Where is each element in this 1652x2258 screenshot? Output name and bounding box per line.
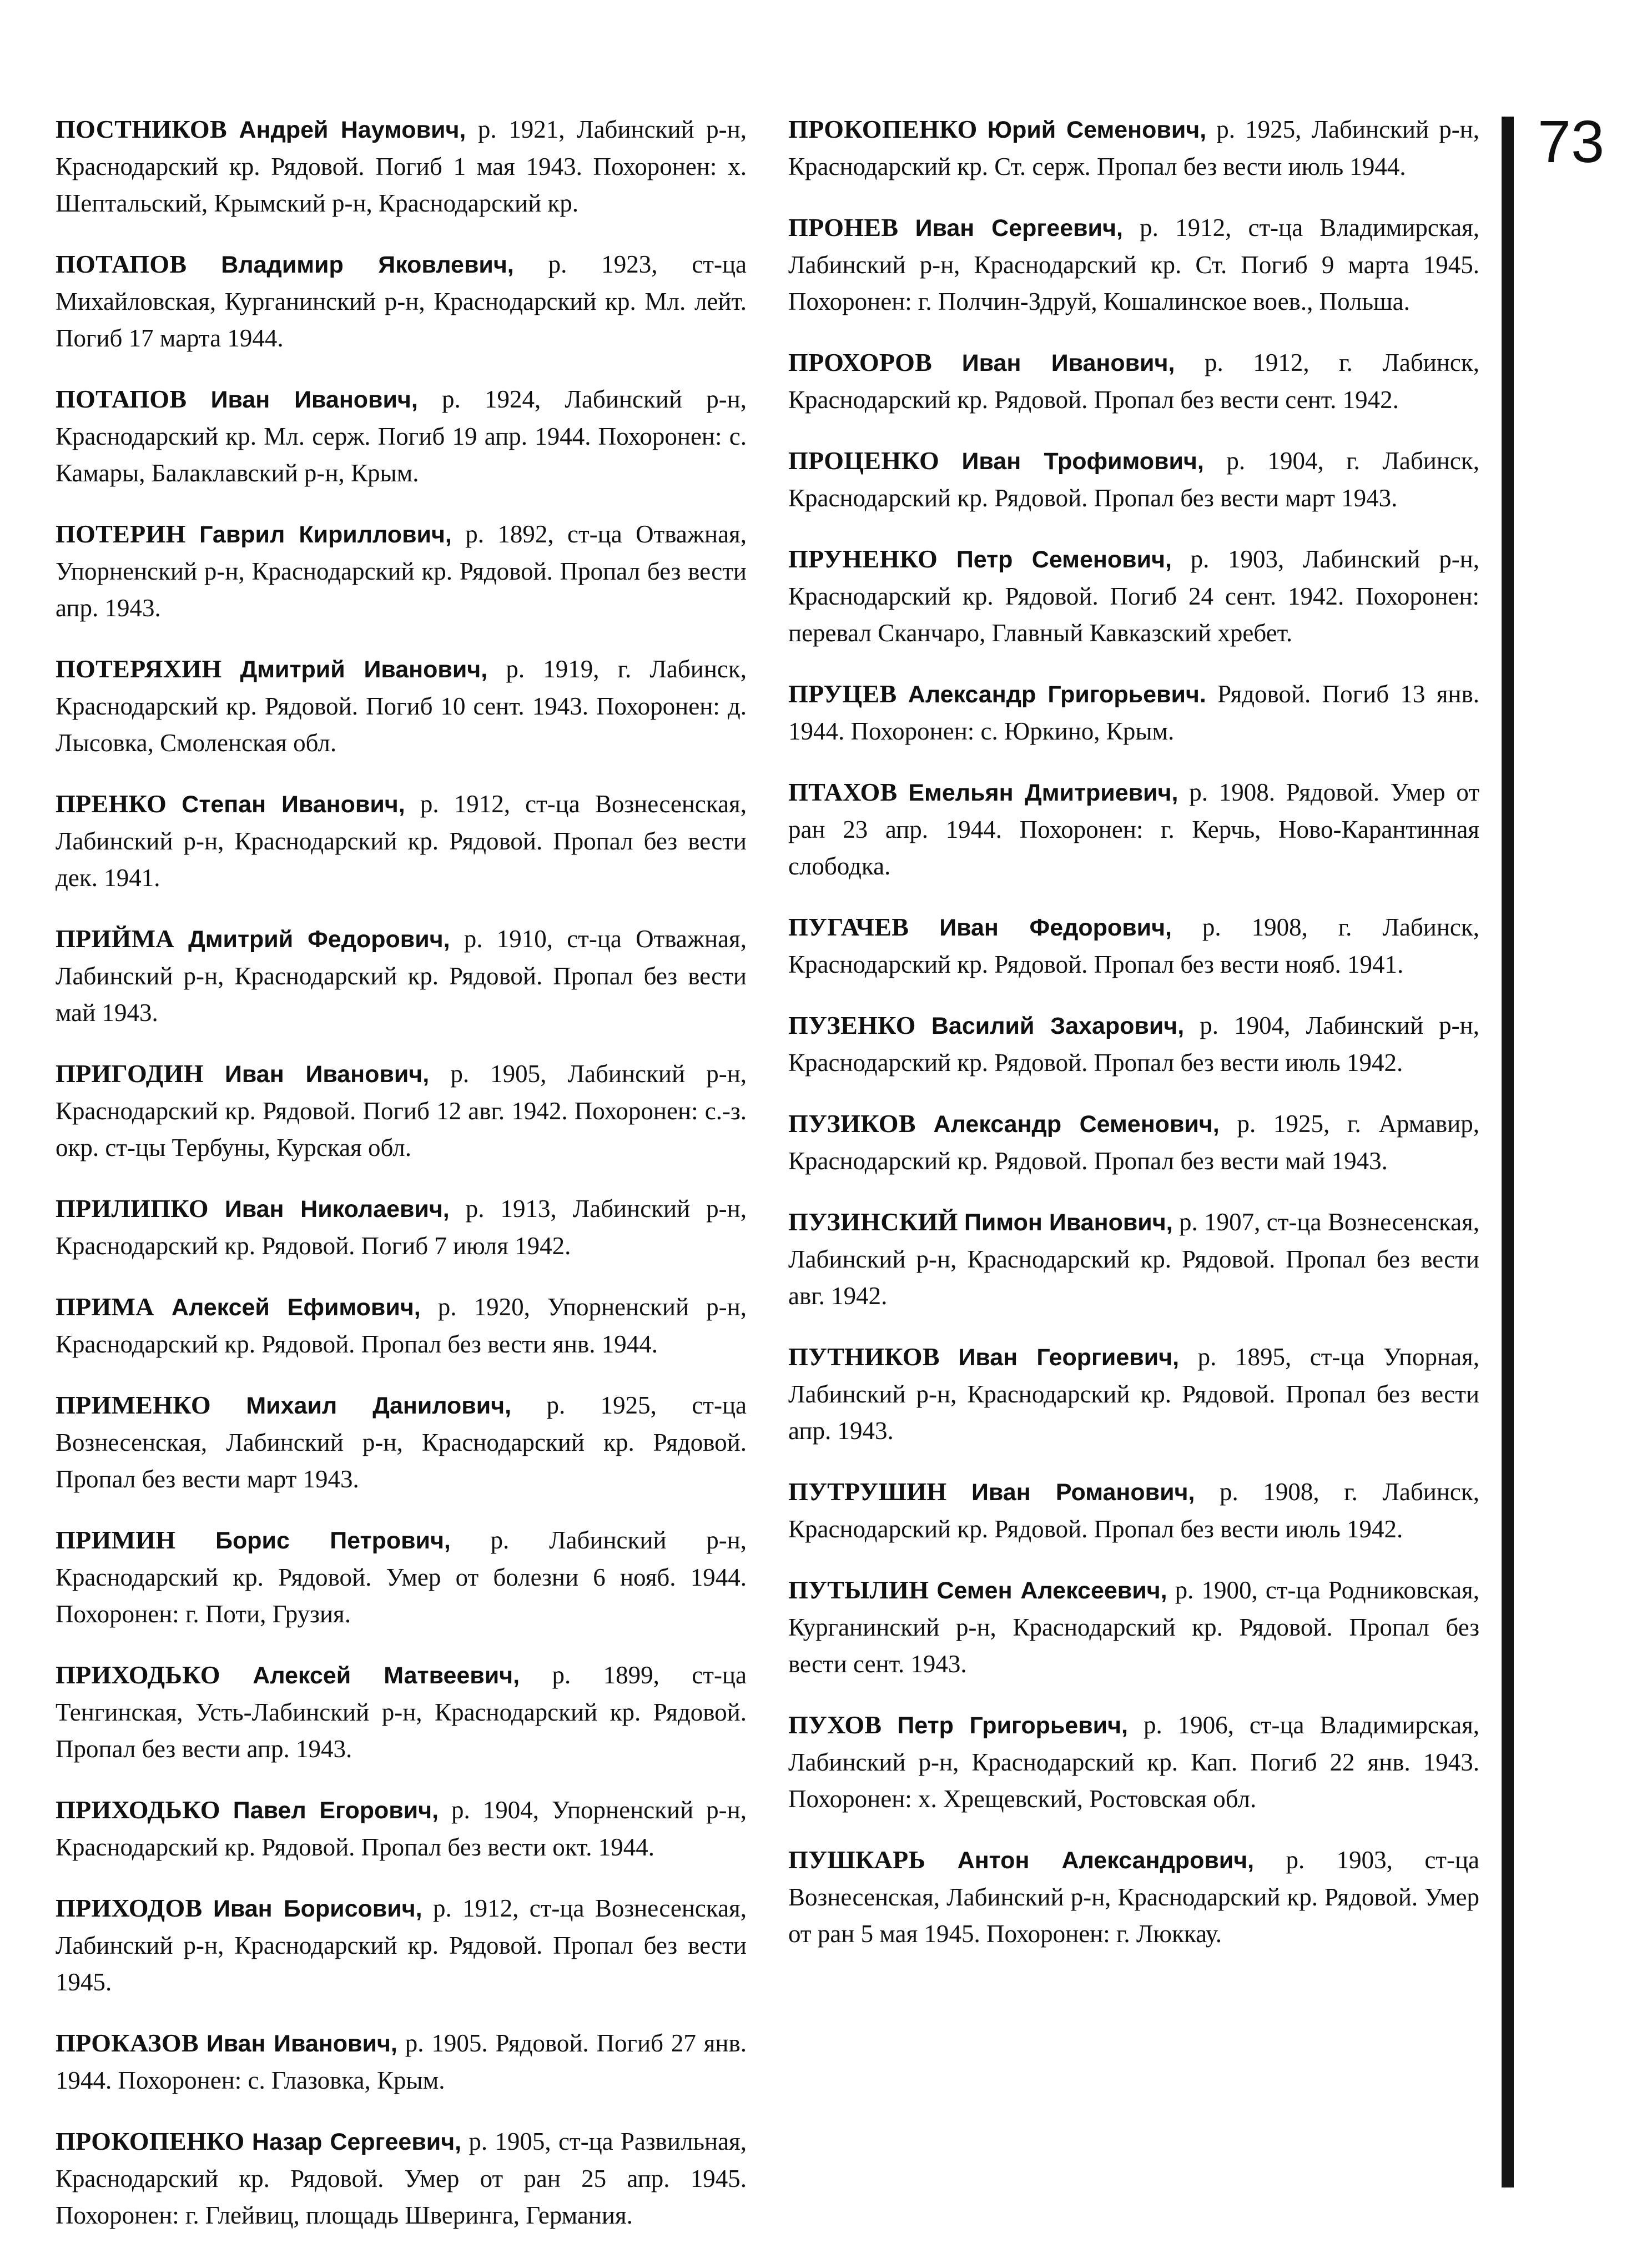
entry-given-name: Иван Николаевич, xyxy=(224,1196,450,1223)
entry xyxy=(788,541,1479,651)
entry xyxy=(788,1707,1479,1817)
entry-surname: ПРИЛИПКО xyxy=(56,1194,209,1223)
entry xyxy=(56,2025,747,2099)
entry xyxy=(56,1657,747,1767)
entry-surname: ПОТЕРЯХИН xyxy=(56,655,222,683)
entry-given-name: Иван Иванович, xyxy=(206,2030,397,2057)
entry-surname: ПРОХОРОВ xyxy=(788,348,933,376)
right-column xyxy=(788,111,1479,1977)
entry-details: р. 1905, ст-ца Развильная, Краснодарский кр. Рядовой. Умер от ран 25 апр. 1945. Похоронен: г. Глейвиц, площадь Шверинга, Германия. xyxy=(56,2128,747,2229)
entry-given-name: Александр Семенович, xyxy=(933,1111,1220,1138)
left-column xyxy=(56,111,747,2258)
entry-surname: ПРЕНКО xyxy=(56,789,167,818)
entry-surname: ПРУНЕНКО xyxy=(788,545,938,573)
entry-given-name: Семен Алексеевич, xyxy=(936,1577,1167,1604)
entry xyxy=(56,1890,747,2000)
entry-details: р. 1904, Лабинский р-н, Краснодарский кр. Рядовой. Пропал без вести июль 1942. xyxy=(788,1012,1479,1077)
entry-surname: ПОСТНИКОВ xyxy=(56,115,227,143)
entry-details: р. 1905. Рядовой. Погиб 27 янв. 1944. Похоронен: с. Глазовка, Крым. xyxy=(56,2029,747,2094)
entry-surname: ПУГАЧЕВ xyxy=(788,913,909,941)
entry xyxy=(56,1055,747,1166)
entry-surname: ПУШКАРЬ xyxy=(788,1845,926,1874)
entry xyxy=(788,1007,1479,1081)
entry-surname: ПУХОВ xyxy=(788,1711,882,1739)
entry xyxy=(788,1842,1479,1952)
entry-given-name: Алексей Ефимович, xyxy=(171,1294,421,1321)
entry-surname: ПРИХОДОВ xyxy=(56,1894,203,1922)
entry-surname: ПРОКОПЕНКО xyxy=(56,2127,245,2155)
entry-details: р. 1925, Лабинский р-н, Краснодарский кр. Ст. серж. Пропал без вести июль 1944. xyxy=(788,115,1480,180)
entry-details: р. 1904, Упорненский р-н, Краснодарский кр. Рядовой. Пропал без вести окт. 1944. xyxy=(56,1796,747,1861)
entry-details: р. 1912, ст-ца Владимирская, Лабинский р-н, Краснодарский кр. Ст. Погиб 9 марта 1945. Похоронен: г. Полчин-Здруй, Кошалинское воев., Польша. xyxy=(788,214,1479,315)
entry-details: Рядовой. Погиб 13 янв. 1944. Похоронен: с. Юркино, Крым. xyxy=(788,680,1479,745)
entry-given-name: Иван Сергеевич, xyxy=(915,215,1123,242)
entry xyxy=(788,1105,1479,1179)
entry-given-name: Иван Иванович, xyxy=(225,1061,430,1088)
entry xyxy=(56,111,747,222)
entry-details: р. 1908, г. Лабинск, Краснодарский кр. Рядовой. Пропал без вести нояб. 1941. xyxy=(788,913,1479,978)
entry-surname: ПРОКАЗОВ xyxy=(56,2029,199,2057)
entry-given-name: Павел Егорович, xyxy=(233,1797,439,1824)
entry xyxy=(788,344,1479,418)
entry-given-name: Алексей Матвеевич, xyxy=(253,1662,520,1689)
entry-surname: ПРИМИН xyxy=(56,1526,176,1554)
entry-details: р. 1910, ст-ца Отважная, Лабинский р-н, Краснодарский кр. Рядовой. Пропал без вести май 1943. xyxy=(56,925,747,1027)
entry xyxy=(56,1190,747,1264)
entry-details: р. 1921, Лабинский р-н, Краснодарский кр. Рядовой. Погиб 1 мая 1943. Похоронен: х. Шептальский, Крымский р-н, Краснодарский кр. xyxy=(56,115,747,217)
entry-given-name: Петр Семенович, xyxy=(956,546,1172,573)
entry-surname: ПУТРУШИН xyxy=(788,1477,947,1506)
entry-given-name: Иван Трофимович, xyxy=(961,448,1204,475)
entry-surname: ПУЗИКОВ xyxy=(788,1109,916,1138)
entry-surname: ПРИХОДЬКО xyxy=(56,1796,220,1824)
entry-surname: ПРИХОДЬКО xyxy=(56,1661,220,1689)
entry-details: р. 1920, Упорненский р-н, Краснодарский кр. Рядовой. Пропал без вести янв. 1944. xyxy=(56,1293,747,1358)
entry-given-name: Степан Иванович, xyxy=(182,791,405,818)
entry xyxy=(56,1522,747,1632)
entry-given-name: Иван Федорович, xyxy=(939,914,1172,941)
entry xyxy=(56,2123,747,2234)
entry-given-name: Дмитрий Федорович, xyxy=(188,926,450,953)
entry xyxy=(56,381,747,491)
entry xyxy=(788,909,1479,983)
entry xyxy=(56,786,747,896)
entry xyxy=(788,1572,1479,1682)
entry-details: р. 1912, г. Лабинск, Краснодарский кр. Рядовой. Пропал без вести сент. 1942. xyxy=(788,349,1480,414)
entry-given-name: Дмитрий Иванович, xyxy=(240,656,488,683)
entry-details: р. 1908. Рядовой. Умер от ран 23 апр. 1944. Похоронен: г. Керчь, Ново-Карантинная слободка. xyxy=(788,778,1480,880)
entry-details: р. 1925, г. Армавир, Краснодарский кр. Рядовой. Пропал без вести май 1943. xyxy=(788,1110,1480,1175)
entry xyxy=(56,1289,747,1362)
entry-surname: ПРИМА xyxy=(56,1293,154,1321)
entry-given-name: Назар Сергеевич, xyxy=(251,2129,462,2155)
entry-details: р. 1919, г. Лабинск, Краснодарский кр. Рядовой. Погиб 10 сент. 1943. Похоронен: д. Лысовка, Смоленская обл. xyxy=(56,655,747,757)
entry-details: р. 1903, Лабинский р-н, Краснодарский кр. Рядовой. Погиб 24 сент. 1942. Похоронен: перевал Сканчаро, Главный Кавказский хребет. xyxy=(788,545,1480,647)
entry-surname: ПУЗЕНКО xyxy=(788,1011,916,1039)
entry xyxy=(788,676,1479,750)
entry-given-name: Иван Борисович, xyxy=(213,1895,422,1922)
entry-details: р. 1906, ст-ца Владимирская, Лабинский р-н, Краснодарский кр. Кап. Погиб 22 янв. 1943. Похоронен: х. Хрещевский, Ростовская обл. xyxy=(788,1711,1480,1813)
entry-details: р. 1900, ст-ца Родниковская, Курганинский р-н, Краснодарский кр. Рядовой. Пропал без вести сент. 1943. xyxy=(788,1576,1479,1678)
entry-surname: ПТАХОВ xyxy=(788,778,898,806)
entry-details: р. 1903, ст-ца Вознесенская, Лабинский р-н, Краснодарский кр. Рядовой. Умер от ран 5 мая 1945. Похоронен: г. Люккау. xyxy=(788,1846,1480,1948)
entry-surname: ПРИГОДИН xyxy=(56,1059,204,1088)
entry-details: р. 1908, г. Лабинск, Краснодарский кр. Рядовой. Пропал без вести июль 1942. xyxy=(788,1478,1479,1543)
entry xyxy=(788,1204,1479,1314)
entry-details: р. 1895, ст-ца Упорная, Лабинский р-н, Краснодарский кр. Рядовой. Пропал без вести апр. 1943. xyxy=(788,1343,1479,1445)
entry xyxy=(788,111,1479,185)
entry xyxy=(788,1339,1479,1449)
entry-surname: ПУТНИКОВ xyxy=(788,1342,940,1371)
entry-surname: ПРУЦЕВ xyxy=(788,680,897,708)
entry xyxy=(788,209,1479,320)
entry xyxy=(56,921,747,1031)
entry-given-name: Михаил Данилович, xyxy=(246,1392,512,1419)
entry-surname: ПОТАПОВ xyxy=(56,250,187,278)
entry-surname: ПРОКОПЕНКО xyxy=(788,115,978,143)
entry-surname: ПРОЦЕНКО xyxy=(788,446,940,475)
entry-details: р. 1923, ст-ца Михайловская, Курганинский р-н, Краснодарский кр. Мл. лейт. Погиб 17 марта 1944. xyxy=(56,250,747,352)
entry-details: р. 1912, ст-ца Вознесенская, Лабинский р-н, Краснодарский кр. Рядовой. Пропал без вести дек. 1941. xyxy=(56,790,747,892)
entry xyxy=(56,1387,747,1497)
entry-details: р. 1899, ст-ца Тенгинская, Усть-Лабинский р-н, Краснодарский кр. Рядовой. Пропал без вести апр. 1943. xyxy=(56,1661,747,1763)
entry-surname: ПУТЫЛИН xyxy=(788,1576,929,1604)
entry-details: р. 1904, г. Лабинск, Краснодарский кр. Рядовой. Пропал без вести март 1943. xyxy=(788,447,1479,512)
entry-surname: ПУЗИНСКИЙ xyxy=(788,1208,958,1236)
entry-given-name: Пимон Иванович, xyxy=(964,1209,1173,1236)
entry-given-name: Гаврил Кириллович, xyxy=(199,521,452,548)
entry-details: р. 1913, Лабинский р-н, Краснодарский кр. Рядовой. Погиб 7 июля 1942. xyxy=(56,1195,747,1260)
entry-surname: ПРОНЕВ xyxy=(788,213,899,242)
entry-given-name: Борис Петрович, xyxy=(215,1527,451,1554)
entry-details: р. 1892, ст-ца Отважная, Упорненский р-н, Краснодарский кр. Рядовой. Пропал без вести апр. 1943. xyxy=(56,520,747,622)
entry xyxy=(56,1792,747,1865)
entry-details: р. 1907, ст-ца Вознесенская, Лабинский р-н, Краснодарский кр. Рядовой. Пропал без вести авг. 1942. xyxy=(788,1208,1479,1310)
entry-given-name: Емельян Дмитриевич, xyxy=(908,780,1178,806)
entry-given-name: Юрий Семенович, xyxy=(987,117,1207,143)
page-edge-rule xyxy=(1502,117,1514,2187)
entry-given-name: Василий Захарович, xyxy=(931,1013,1185,1039)
entry-surname: ПРИЙМА xyxy=(56,924,174,953)
entry-surname: ПОТАПОВ xyxy=(56,385,187,413)
entry-surname: ПОТЕРИН xyxy=(56,520,186,548)
page-number: 73 xyxy=(1538,108,1605,175)
entry xyxy=(788,1474,1479,1547)
entry-surname: ПРИМЕНКО xyxy=(56,1391,211,1419)
entry-given-name: Владимир Яковлевич, xyxy=(221,252,514,278)
entry-given-name: Иван Иванович, xyxy=(961,350,1175,376)
entry-details: р. 1905, Лабинский р-н, Краснодарский кр. Рядовой. Погиб 12 авг. 1942. Похоронен: с.-з. окр. ст-цы Тербуны, Курская обл. xyxy=(56,1060,747,1161)
entry-given-name: Иван Иванович, xyxy=(210,386,418,413)
entry-details: р. 1912, ст-ца Вознесенская, Лабинский р-н, Краснодарский кр. Рядовой. Пропал без вести 1945. xyxy=(56,1894,747,1996)
entry-given-name: Иван Георгиевич, xyxy=(958,1344,1180,1371)
entry xyxy=(56,516,747,626)
entry-details: р. Лабинский р-н, Краснодарский кр. Рядовой. Умер от болезни 6 нояб. 1944. Похоронен: г. Поти, Грузия. xyxy=(56,1526,747,1628)
entry-given-name: Петр Григорьевич, xyxy=(897,1712,1129,1739)
entry-details: р. 1924, Лабинский р-н, Краснодарский кр. Мл. серж. Погиб 19 апр. 1944. Похоронен: с. Камары, Балаклавский р-н, Крым. xyxy=(56,385,747,487)
entry-given-name: Александр Григорьевич. xyxy=(908,681,1206,708)
entry xyxy=(56,246,747,356)
entry xyxy=(788,774,1479,884)
entry xyxy=(56,651,747,761)
entry-given-name: Антон Александрович, xyxy=(957,1847,1255,1874)
entry-given-name: Иван Романович, xyxy=(971,1479,1195,1506)
entry-given-name: Андрей Наумович, xyxy=(239,117,466,143)
entry-details: р. 1925, ст-ца Вознесенская, Лабинский р-н, Краснодарский кр. Рядовой. Пропал без вести март 1943. xyxy=(56,1391,747,1493)
entry xyxy=(788,442,1479,516)
